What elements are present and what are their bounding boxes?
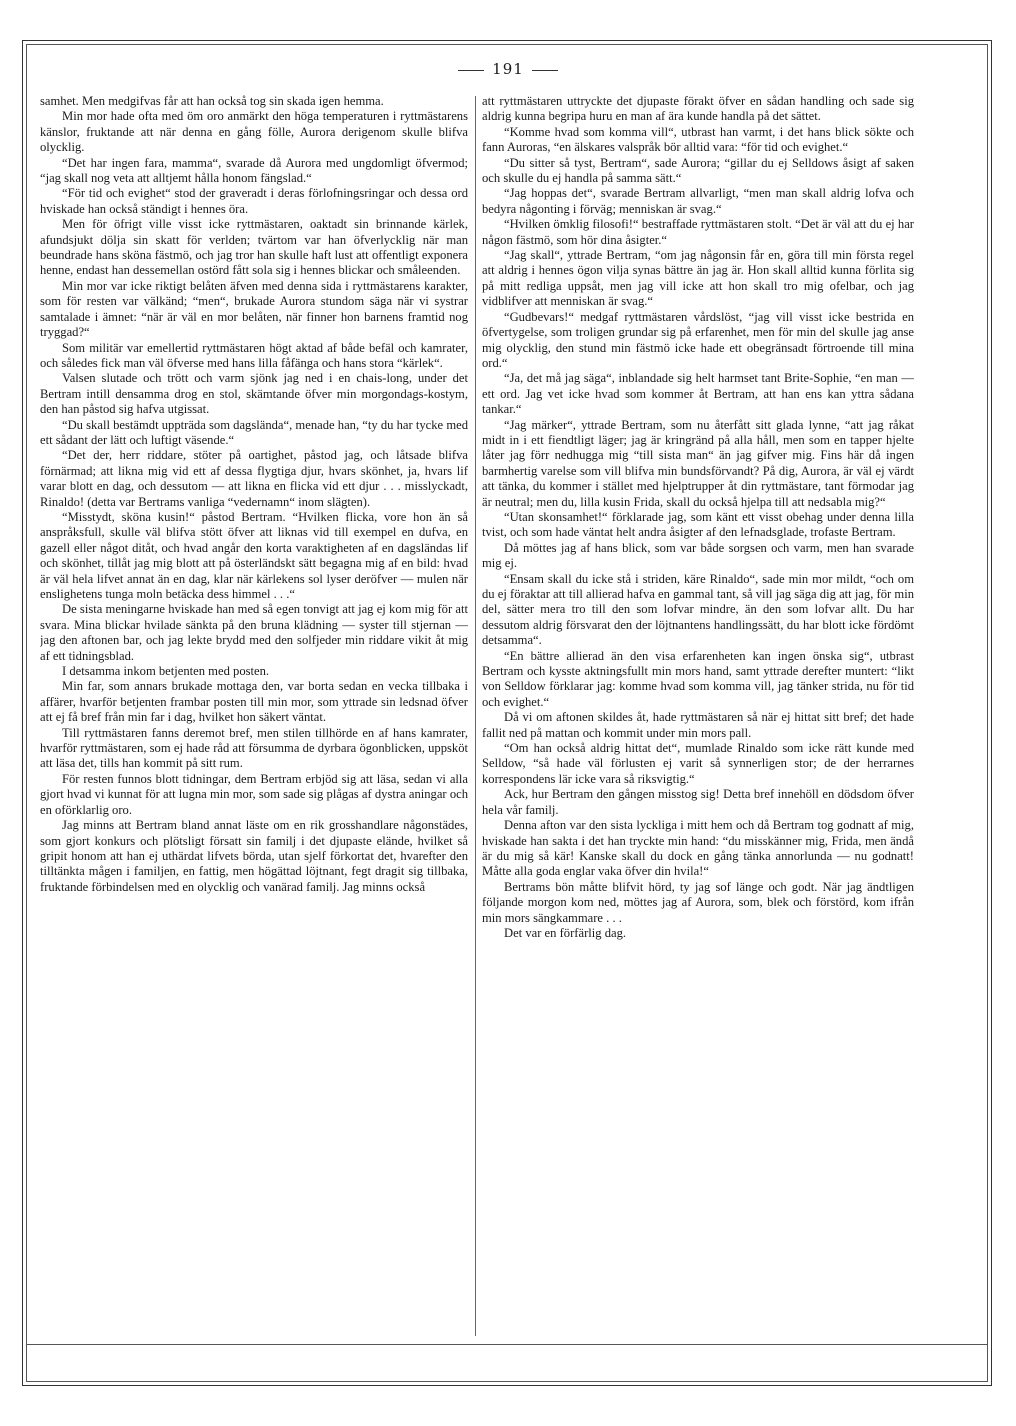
paragraph: “Det der, herr riddare, stöter på oartighet, påstod jag, och låtsade blifva förnärmad; att likna mig vid ett af dessa flygtiga djur, hvars skönhet, ja, hvars lif varar blott en dag, och dessutom — att likna en flicka vid ett djur . . . misslyckadt, Rinaldo! (detta var Bertrams vanliga “vedernamn“ inom slägten). [40,448,468,509]
paragraph: “En bättre allierad än den visa erfarenheten kan ingen önska sig“, utbrast Bertram och kysste aktningsfullt min mors hand, samt yttrade derefter muntert: “likt von Selldow förklarar jag: komme hvad som komma vill, jag tänker strida, nu för tid och evighet.“ [482,648,914,709]
paragraph: “Komme hvad som komma vill“, utbrast han varmt, i det hans blick sökte och fann Auroras, “en älskares valspråk bör alltid vara: “för tid och evighet.“ [482,124,914,155]
text-column-right [482,94,914,1344]
header-dash-right [532,70,558,71]
paragraph: De sista meningarne hviskade han med så egen tonvigt att jag ej kom mig för att svara. Mina blickar hvilade sänkta på den bruna klädning — syster till stjernan — jag den aftonen bar, och jag lekte brydd med den solfjeder min riddare vikit åt mig af ett tidningsblad. [40,602,468,663]
paragraph: “Jag skall“, yttrade Bertram, “om jag någonsin får en, göra till min första regel att aldrig i hennes ögon vilja synas bättre än jag är. Hon skall alltid kunna förlita sig på mitt redliga uppsåt, men jag vill icke att hon skall tro mig ofelbar, och jag vidblifver att menniskan är svag.“ [482,248,914,309]
paragraph: Valsen slutade och trött och varm sjönk jag ned i en chais-long, under det Bertram intill densamma drog en stol, skämtande öfver min morgondags-kostym, den han påstod sig hafva utgissat. [40,371,468,417]
paragraph: “Ensam skall du icke stå i striden, käre Rinaldo“, sade min mor mildt, “och om du ej föraktar att till allierad hafva en gammal tant, så vill jag säga dig att jag, för min del, sätter mera tro till den som lofvar mindre, än den som lofvar allt. Du har dessutom aldrig försvarat den der löjtnantens handlingssätt, du har blott icke fördömt detsamma“. [482,571,914,648]
paragraph: “För tid och evighet“ stod der graveradt i deras förlofningsringar och dessa ord hviskade han också ständigt i hennes öra. [40,186,468,216]
paragraph: För resten funnos blott tidningar, dem Bertram erbjöd sig att läsa, sedan vi alla gjort hvad vi kunnat för att lugna min mor, som sade sig plågas af dystra aningar och en oförklarlig oro. [40,771,468,817]
paragraph: “Utan skonsamhet!“ förklarade jag, som känt ett visst obehag under denna lilla tvist, och som hade väntat helt andra åsigter af den lefnadsglade, trofaste Bertram. [482,509,914,540]
paragraph: Ack, hur Bertram den gången misstog sig! Detta bref innehöll en dödsdom öfver hela vår familj. [482,787,914,817]
paragraph: Jag minns att Bertram bland annat läste om en rik grosshandlare någonstädes, som gjort konkurs och plötsligt försatt sin familj i det djupaste elände, hvilket så gripit honom att han ej uthärdat lifvets börda, utan sjelf förkortat det, hvarefter den tilltänkta mågen i familjen, en fattig, men högättad löjtnant, fegt dragit sig tillbaka, fruktande förbindelsen med en olycklig och vanärad familj. Jag minns också [40,818,468,894]
paragraph: “Hvilken ömklig filosofi!“ bestraffade ryttmästaren stolt. “Det är väl att du ej har någon fästmö, som hör dina åsigter.“ [482,217,914,247]
paragraph: Min far, som annars brukade mottaga den, var borta sedan en vecka tillbaka i affärer, hvarför betjenten frambar posten till min mor, som yttrade sin ledsnad öfver att ej få bref från min far i dag, hvilket hon säkert väntat. [40,679,468,725]
paragraph: “Jag hoppas det“, svarade Bertram allvarligt, “men man skall aldrig lofva och bedyra någonting i förväg; menniskan är svag.“ [482,186,914,216]
paragraph: “Misstydt, sköna kusin!“ påstod Bertram. “Hvilken flicka, vore hon än så anspråksfull, skulle väl blifva stött öfver att liknas vid till exempel en dufva, en gazell eller något ditåt, och hvad angår den korta varaktigheten af en dagsländas lif och skönhet, tillåt jag mig blott att på österländskt sätt begagna mig af en bild: hvad är väl hela lifvet annat än en dag, klar när kärlekens sol lyser deröfver — mulen när enslighetens tunga moln betäcka dess himmel . . .“ [40,509,468,601]
paragraph: “Det har ingen fara, mamma“, svarade då Aurora med ungdomligt öfvermod; “jag skall nog veta att alltjemt hålla honom fängslad.“ [40,155,468,186]
paragraph: Till ryttmästaren fanns deremot bref, men stilen tillhörde en af hans kamrater, hvarför ryttmästaren, som ej hade råd att försumma de dyrbara ögonblicken, uppsköt att läsa det, tills han kommit på sitt rum. [40,725,468,771]
paragraph: Men för öfrigt ville visst icke ryttmästaren, oaktadt sin brinnande kärlek, afundsjukt dölja sin skatt för verlden; tvärtom var han öfverlycklig när man beundrade hans sköna fästmö, och jag tror han skulle haft lust att offentligt exponera henne, endast han dessemellan ostörd fått sola sig i hennes blickar och småleenden. [40,217,468,278]
paragraph: “Om han också aldrig hittat det“, mumlade Rinaldo som icke rätt kunde med Selldow, “så hade väl förlusten ej varit så synnerligen stor; de der herrarnes korrespondens lär icke vara så riksvigtig.“ [482,741,914,786]
bottom-rule [26,1344,988,1345]
paragraph: “Jag märker“, yttrade Bertram, som nu återfått sitt glada lynne, “att jag råkat midt in i ett fiendtligt läger; jag är kringränd på alla håll, men som en tapper hjelte låter jag förr nedhugga mig “till sista man“ än jag gifver mig. Fins här då ingen barmhertig varelse som vill blifva min bundsförvandt? På dig, Aurora, är väl ej värdt att tänka, du kommer i stället med hjelptrupper åt din ryttmästare, tant förmodar jag är neutral; men du, lilla kusin Frida, skall du också hjelpa till att nedsabla mig?“ [482,417,914,509]
paragraph: Då möttes jag af hans blick, som var både sorgsen och varm, men han svarade mig ej. [482,540,914,571]
paragraph: Denna afton var den sista lyckliga i mitt hem och då Bertram tog godnatt af mig, hviskade han sakta i det han tryckte min hand: “du misskänner mig, Frida, men ändå är du mig så kär! Kanske skall du dock en gång tänka annorlunda — nu godnatt! Måtte alla goda englar vaka öfver din hvila!“ [482,818,914,879]
paragraph: Min mor hade ofta med öm oro anmärkt den höga temperaturen i ryttmästarens känslor, fruktande att när denna en gång fölle, Aurora derigenom skulle blifva olycklig. [40,109,468,155]
paragraph: Som militär var emellertid ryttmästaren högt aktad af både befäl och kamrater, och således fick man väl öfverse med hans lilla fåfänga och hans stora “kärlek“. [40,340,468,370]
paragraph: “Ja, det må jag säga“, inblandade sig helt harmset tant Brite-Sophie, “en man — ett ord. Jag vet icke hvad som kommer åt Bertram, att han ens kan yttra sådana tankar.“ [482,371,914,417]
paragraph: I detsamma inkom betjenten med posten. [62,664,270,679]
paragraph: “Du sitter så tyst, Bertram“, sade Aurora; “gillar du ej Selldows åsigt af saken och skulle du ej handla på samma sätt.“ [482,155,914,186]
paragraph: Det var en förfärlig dag. [504,925,627,940]
paragraph: att ryttmästaren uttryckte det djupaste förakt öfver en sådan handling och sade sig aldrig kunna begripa huru en man af ära kunde handla på det sättet. [482,94,914,124]
paragraph: Bertrams bön måtte blifvit hörd, ty jag sof länge och godt. När jag ändtligen följande morgon kom ned, möttes jag af Aurora, som, blek och förstörd, kom ifrån min mors sängkammare . . . [482,879,914,925]
header-dash-left [458,70,484,71]
page-number: 191 [492,60,524,78]
paragraph: “Du skall bestämdt uppträda som dagslända“, menade han, “ty du har tycke med ett sådant der lätt och luftigt väsende.“ [40,417,468,447]
paragraph: “Gudbevars!“ medgaf ryttmästaren vårdslöst, “jag vill visst icke bestrida en öfvertygelse, som troligen grundar sig på erfarenhet, men för min del skulle jag anse mig olycklig, den stund min fästmö icke hade ett obegränsadt förtroende till mina ord.“ [482,309,914,370]
text-column-left [40,94,468,1344]
page-header [0,60,1016,78]
paragraph: samhet. Men medgifvas får att han också tog sin skada igen hemma. [40,94,384,108]
column-divider [475,96,476,1336]
paragraph: Min mor var icke riktigt belåten äfven med denna sida i ryttmästarens karakter, som för resten var välkänd; “men“, brukade Aurora stundom säga när vi systrar samtalade i ämnet: “när är väl en mor belåten, när finner hon barnens framtid nog tryggad?“ [40,278,468,340]
paragraph: Då vi om aftonen skildes åt, hade ryttmästaren så när ej hittat sitt bref; det hade fallit ned på mattan och kommit under min mors pall. [482,710,914,740]
